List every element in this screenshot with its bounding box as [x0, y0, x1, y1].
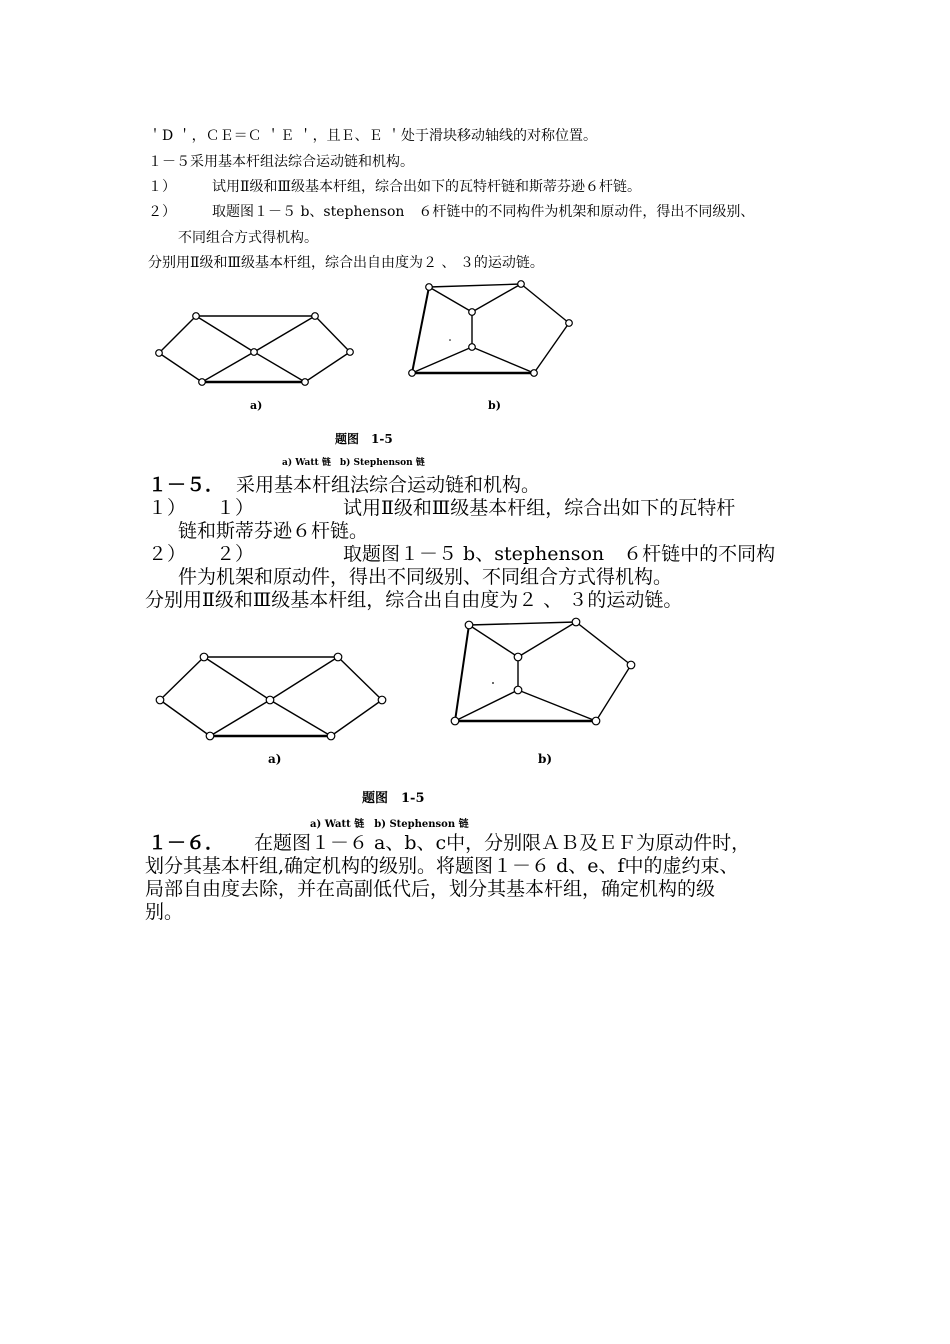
section2-item2-inner-number: ２） [216, 543, 255, 565]
figure1-caption: 题图 1-5 [335, 432, 393, 446]
section2-title-text: 采用基本杆组法综合运动链和机构。 [236, 474, 541, 496]
figure2-subcaption: a) Watt 链 b) Stephenson 链 [310, 819, 469, 830]
figure1-label-b: b) [488, 399, 501, 412]
section3-line1: 在题图１－６ a、b、c中，分别限ＡＢ及ＥＦ为原动件时， [254, 832, 751, 854]
figure2-caption: 题图 1-5 [362, 791, 425, 806]
figure1-label-a: a) [250, 399, 263, 412]
section2-item1-inner-number: １） [216, 497, 255, 519]
text-line-0: ＇D ＇，ＣＥ＝Ｃ ＇Ｅ ＇，且Ｅ、Ｅ ＇处于滑块移动轴线的对称位置。 [148, 128, 598, 144]
section1-item1-number: １） [148, 179, 176, 195]
section1-item2-continuation: 不同组合方式得机构。 [178, 230, 318, 246]
section2-last-line: 分别用Ⅱ级和Ⅲ级基本杆组，综合出自由度为２ 、 ３的运动链。 [145, 589, 683, 611]
section2-item1-continuation: 链和斯蒂芬逊６杆链。 [178, 520, 369, 542]
figure1-watt-chain-diagram [150, 305, 360, 395]
section3-line2: 划分其基本杆组,确定机构的级别。将题图１－６ d、e、f中的虚约束、 [145, 855, 739, 877]
section2-item2-text: 取题图１－５ b、stephenson ６杆链中的不同构 [343, 543, 776, 565]
section1-item1-text: 试用Ⅱ级和Ⅲ级基本杆组，综合出如下的瓦特杆链和斯蒂芬逊６杆链。 [212, 179, 642, 195]
section3-line4: 别。 [145, 901, 184, 923]
section3-title-number: １－６． [148, 832, 225, 854]
section1-item2-number: ２） [148, 204, 176, 220]
figure2-label-a: a) [268, 752, 282, 766]
section1-title: １－５采用基本杆组法综合运动链和机构。 [148, 154, 414, 170]
section3-line3: 局部自由度去除，并在高副低代后，划分其基本杆组，确定机构的级 [145, 878, 716, 900]
section2-item2-continuation: 件为机架和原动件，得出不同级别、不同组合方式得机构。 [178, 566, 673, 588]
section2-item1-number: １） [148, 497, 187, 519]
figure2-label-b: b) [538, 752, 553, 766]
section1-last-line: 分别用Ⅱ级和Ⅲ级基本杆组，综合出自由度为２ 、 ３的运动链。 [148, 255, 544, 271]
figure2-watt-chain-diagram [150, 645, 400, 745]
section2-title-number: １－５． [148, 474, 225, 496]
figure1-subcaption: a) Watt 链 b) Stephenson 链 [282, 458, 425, 468]
section2-item2-number: ２） [148, 543, 187, 565]
figure2-stephenson-chain-diagram [448, 615, 638, 730]
section2-item1-text: 试用Ⅱ级和Ⅲ级基本杆组，综合出如下的瓦特杆 [343, 497, 736, 519]
section1-item2-text: 取题图１－５ b、stephenson ６杆链中的不同构件为机架和原动件，得出不同级别、 [212, 204, 755, 220]
figure1-stephenson-chain-diagram [405, 278, 580, 378]
